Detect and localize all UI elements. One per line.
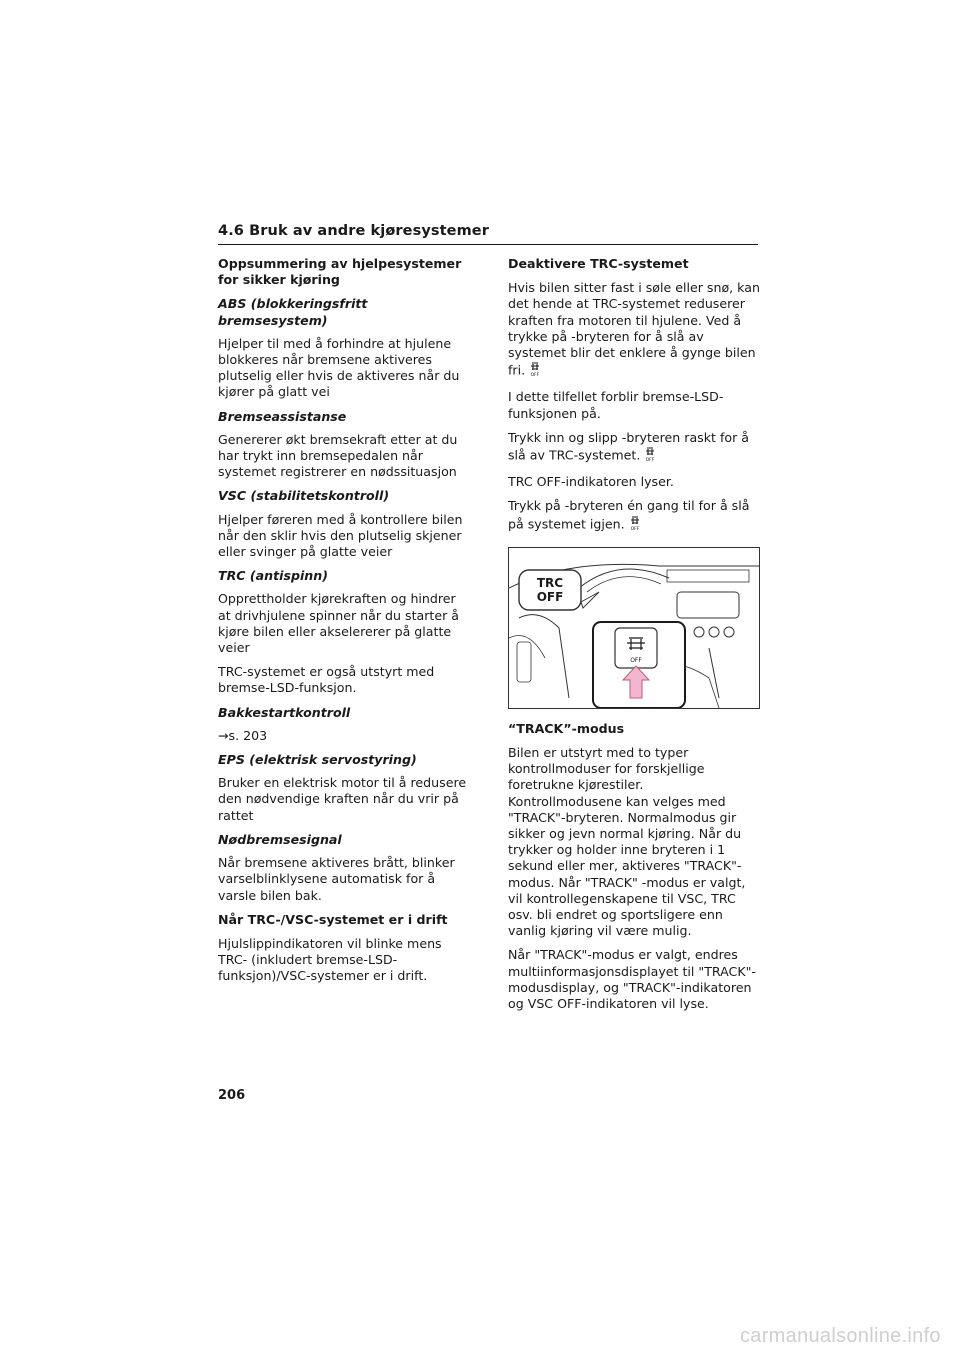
- indicator-line1: TRC: [536, 575, 564, 590]
- trc-off-switch-icon: [529, 361, 541, 381]
- dashboard-illustration: [508, 547, 760, 709]
- svg-text:OFF: OFF: [645, 458, 655, 463]
- trc-vsc-text: Hjulslippindikatoren vil blinke mens TRC- (inkludert bremse-LSD-funksjon)/VSC-systemer er i drift.: [218, 935, 442, 984]
- trc-off-switch-icon: [644, 446, 656, 466]
- deactivate-p4: TRC OFF-indikatoren lyser.: [508, 474, 674, 490]
- trc-lsd-text: TRC-systemet er også utstyrt med bremse-LSD-funksjon.: [218, 664, 435, 696]
- deactivate-p1: Hvis bilen sitter fast i søle eller snø, kan det hende at TRC-systemet reduserer kraften fra motoren til hjulene. Ved å trykke på -bryteren for å slå av systemet blir det enklere å gynge bilen fri.: [508, 280, 760, 378]
- brake-assist-title: Bremseassistanse: [218, 408, 347, 424]
- emergency-brake-title: Nødbremsesignal: [218, 831, 342, 847]
- track-p2: Når "TRACK"-modus er valgt, endres multiinformasjonsdisplayet til "TRACK"-modusdisplay, og "TRACK"-indikatoren og VSC OFF-indikatoren vil lyse.: [508, 947, 756, 1012]
- deactivate-p2: I dette tilfellet forblir bremse-LSD-funksjonen på.: [508, 389, 724, 421]
- page-number: 206: [218, 1088, 246, 1103]
- summary-heading: Oppsummering av hjelpesystemer for sikker kjøring: [218, 256, 462, 288]
- eps-text: Bruker en elektrisk motor til å redusere den nødvendige kraften når du vrir på rattet: [218, 775, 467, 823]
- deactivate-p3: Trykk inn og slipp -bryteren raskt for å slå av TRC-systemet.: [508, 429, 749, 463]
- eps-title: EPS (elektrisk servostyring): [218, 752, 417, 768]
- trc-off-switch-icon: [629, 515, 641, 535]
- trc-vsc-heading: Når TRC-/VSC-systemet er i drift: [218, 911, 448, 927]
- deactivate-p5: Trykk på -bryteren én gang til for å slå på systemet igjen.: [508, 498, 750, 532]
- svg-text:OFF: OFF: [630, 526, 640, 531]
- trc-text: Opprettholder kjørekraften og hindrer at drivhjulene spinner når du starter å kjøre bilen eller akselererer på glatte veier: [218, 591, 460, 656]
- hill-start-title: Bakkestartkontroll: [218, 704, 351, 720]
- abs-title: ABS (blokkeringsfritt bremsesystem): [218, 296, 368, 328]
- deactivate-heading: Deaktivere TRC-systemet: [508, 256, 689, 271]
- emergency-brake-text: Når bremsene aktiveres brått, blinker varselblinklysene automatisk for å varsle bilen bak.: [218, 855, 455, 903]
- svg-text:OFF: OFF: [530, 373, 540, 378]
- right-column: [508, 256, 760, 1020]
- left-column: [218, 256, 470, 993]
- vsc-text: Hjelper føreren med å kontrollere bilen når den sklir hvis den plutselig skjener eller svinger på glatte veier: [218, 511, 463, 560]
- abs-text: Hjelper til med å forhindre at hjulene blokkeres når bremsene aktiveres plutselig eller hvis de aktiveres når du kjører på glatt vei: [218, 335, 460, 400]
- track-p1: Bilen er utstyrt med to typer kontrollmoduser for forskjellige foretrukne kjørestiler. Kontrollmodusene kan velges med "TRACK"-bryteren. Normalmodus gir sikker og jevn normal kjøring. Når du trykker og holder inne bryteren i 1 sekund eller mer, aktiveres "TRACK"-modus. Når "TRACK" -modus er valgt, vil kontrollegenskapene til VSC, TRC osv. bli endret og sportsligere enn vanlig kjøring vil være mulig.: [508, 745, 746, 939]
- track-heading: “TRACK”-modus: [508, 720, 625, 736]
- hill-start-ref[interactable]: →s. 203: [218, 727, 268, 743]
- vsc-title: VSC (stabilitetskontroll): [218, 488, 390, 504]
- indicator-line2: OFF: [536, 589, 564, 604]
- watermark: carmanualsonline.info: [740, 1325, 941, 1347]
- section-title: 4.6 Bruk av andre kjøresystemer: [218, 223, 758, 245]
- brake-assist-text: Genererer økt bremsekraft etter at du har trykt inn bremsepedalen når systemet registrerer en nødssituasjon: [218, 431, 458, 480]
- button-label: OFF: [630, 656, 642, 664]
- trc-title: TRC (antispinn): [218, 568, 328, 584]
